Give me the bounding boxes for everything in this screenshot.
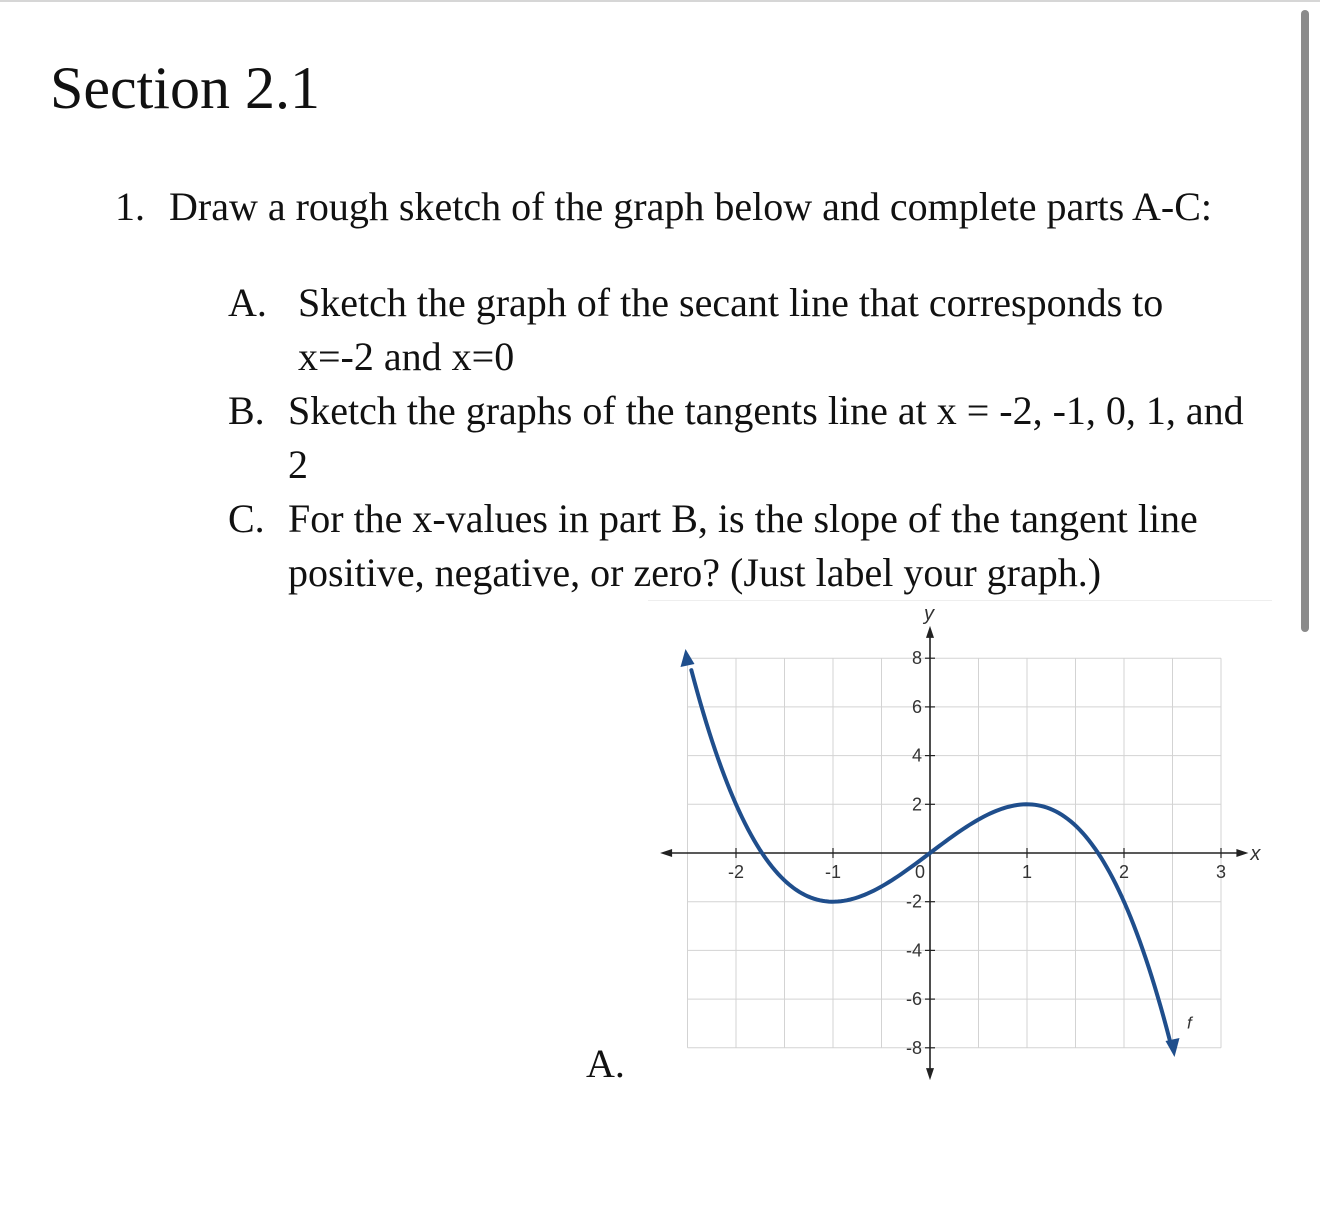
part-c-label: C. <box>228 496 265 541</box>
x-axis-arrow-left <box>660 849 672 857</box>
y-tick-label: 8 <box>911 648 922 669</box>
x-tick-label: -2 <box>727 862 745 882</box>
question-number: 1. <box>115 184 145 229</box>
part-b-label: B. <box>228 388 265 433</box>
y-tick-label: 2 <box>911 794 922 815</box>
y-axis-label: y <box>924 602 934 625</box>
x-tick-label: 2 <box>1118 862 1130 882</box>
y-tick-label: -8 <box>905 1037 922 1058</box>
y-tick-label: 4 <box>911 745 922 766</box>
x-tick-label: -1 <box>824 862 842 882</box>
y-axis-arrow-up <box>926 626 934 638</box>
top-divider <box>0 0 1320 2</box>
part-a-label: A. <box>228 280 267 325</box>
answer-label: A. <box>586 1041 625 1086</box>
part-c-text: For the x-values in part B, is the slope of the tangent line positive, negative, or zero? (Just label your graph.) <box>288 496 1198 595</box>
question-text: Draw a rough sketch of the graph below and complete parts A-C: <box>169 184 1213 229</box>
curve-label-f: f <box>1187 1013 1192 1033</box>
y-tick-label: -2 <box>905 891 922 912</box>
y-tick-label: 6 <box>911 696 922 717</box>
x-axis-arrow-right <box>1236 849 1248 857</box>
y-axis-arrow-down <box>926 1068 934 1080</box>
x-tick-label: 0 <box>914 862 926 882</box>
x-axis-label: x <box>1250 843 1261 865</box>
part-a-text: Sketch the graph of the secant line that corresponds to x=-2 and x=0 <box>298 280 1164 379</box>
x-tick-label: 1 <box>1021 862 1033 882</box>
scrollbar-thumb[interactable] <box>1301 10 1309 632</box>
x-tick-label: 3 <box>1215 862 1227 882</box>
part-b-text: Sketch the graphs of the tangents line at x = -2, -1, 0, 1, and 2 <box>288 388 1244 487</box>
y-tick-label: -6 <box>905 989 922 1010</box>
section-title: Section 2.1 <box>50 55 320 121</box>
function-graph <box>645 600 1285 1080</box>
y-tick-label: -4 <box>905 940 922 961</box>
